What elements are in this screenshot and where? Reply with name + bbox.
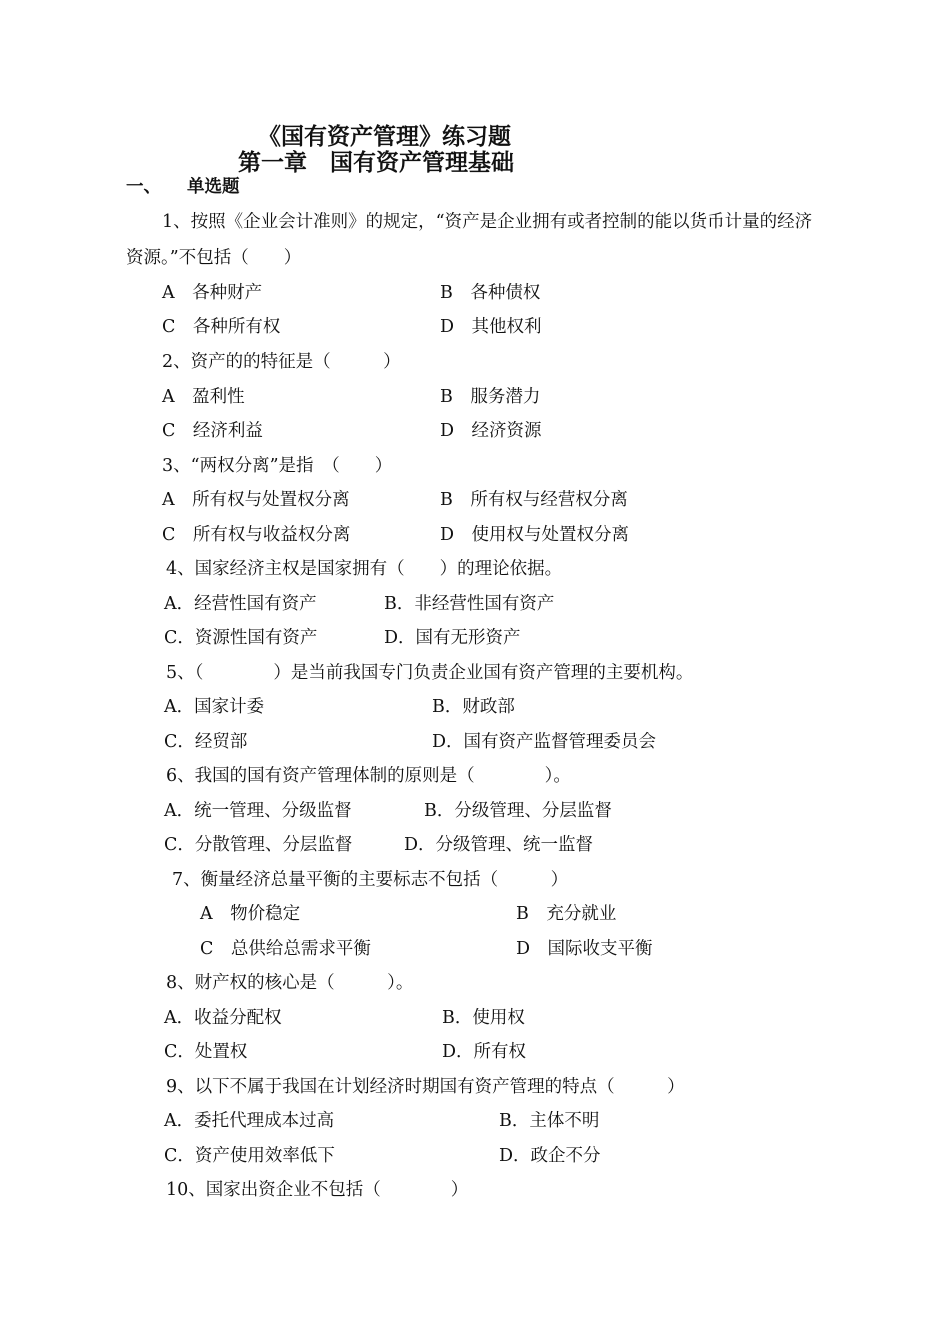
question-8-option-a: A．收益分配权 — [164, 1008, 282, 1028]
question-6-stem: 6、我国的国有资产管理体制的原则是（ ）。 — [166, 766, 571, 786]
question-2-option-b: B 服务潜力 — [440, 387, 541, 407]
question-3-option-a: A 所有权与处置权分离 — [162, 490, 350, 510]
document-title: 《国有资产管理》练习题 — [258, 123, 511, 150]
question-3-option-b: B 所有权与经营权分离 — [440, 490, 628, 510]
question-6-option-d: D．分级管理、统一监督 — [404, 835, 594, 855]
question-7-option-a: A 物价稳定 — [200, 904, 301, 924]
question-2-option-a: A 盈利性 — [162, 387, 245, 407]
chapter-title: 第一章 国有资产管理基础 — [238, 149, 514, 176]
question-7-option-b: B 充分就业 — [516, 904, 617, 924]
question-2-option-d: D 经济资源 — [440, 421, 542, 441]
question-1-option-d: D 其他权利 — [440, 317, 542, 337]
question-1-option-a: A 各种财产 — [162, 283, 263, 303]
question-2-stem: 2、资产的的特征是（ ） — [162, 352, 401, 372]
question-1-stem-cont: 资源。”不包括（ ） — [126, 248, 302, 268]
question-2-option-c: C 经济利益 — [162, 421, 263, 441]
question-1-option-b: B 各种债权 — [440, 283, 541, 303]
question-4-option-d: D．国有无形资产 — [384, 628, 521, 648]
question-4-option-c: C．资源性国有资产 — [164, 628, 318, 648]
question-7-stem: 7、衡量经济总量平衡的主要标志不包括（ ） — [172, 870, 569, 890]
question-3-option-d: D 使用权与处置权分离 — [440, 525, 630, 545]
question-8-stem: 8、财产权的核心是（ ）。 — [166, 973, 414, 993]
question-5-option-b: B．财政部 — [432, 697, 515, 717]
question-9-option-c: C．资产使用效率低下 — [164, 1146, 335, 1166]
question-5-option-a: A．国家计委 — [164, 697, 265, 717]
question-5-stem: 5、（ ）是当前我国专门负责企业国有资产管理的主要机构。 — [166, 663, 694, 683]
question-3-stem: 3、“两权分离”是指 （ ） — [162, 456, 393, 476]
question-5-option-d: D．国有资产监督管理委员会 — [432, 732, 657, 752]
question-1-stem: 1、按照《企业会计准则》的规定，“资产是企业拥有或者控制的能以货币计量的经济 — [162, 212, 813, 232]
question-9-option-a: A．委托代理成本过高 — [164, 1111, 335, 1131]
question-6-option-b: B．分级管理、分层监督 — [424, 801, 612, 821]
question-9-option-d: D．政企不分 — [499, 1146, 601, 1166]
question-8-option-b: B．使用权 — [442, 1008, 525, 1028]
question-3-option-c: C 所有权与收益权分离 — [162, 525, 351, 545]
question-1-option-c: C 各种所有权 — [162, 317, 281, 337]
question-7-option-d: D 国际收支平衡 — [516, 939, 653, 959]
question-4-stem: 4、国家经济主权是国家拥有（ ）的理论依据。 — [166, 559, 563, 579]
question-9-stem: 9、以下不属于我国在计划经济时期国有资产管理的特点（ ） — [166, 1077, 685, 1097]
section-number: 一、 — [126, 177, 161, 197]
question-8-option-c: C．处置权 — [164, 1042, 248, 1062]
question-5-option-c: C．经贸部 — [164, 732, 248, 752]
section-title: 单选题 — [187, 177, 240, 197]
question-10-stem: 10、国家出资企业不包括（ ） — [166, 1180, 469, 1200]
question-9-option-b: B．主体不明 — [499, 1111, 600, 1131]
question-8-option-d: D．所有权 — [442, 1042, 527, 1062]
question-6-option-c: C．分散管理、分层监督 — [164, 835, 353, 855]
question-7-option-c: C 总供给总需求平衡 — [200, 939, 371, 959]
question-4-option-a: A．经营性国有资产 — [164, 594, 317, 614]
question-6-option-a: A．统一管理、分级监督 — [164, 801, 352, 821]
question-4-option-b: B．非经营性国有资产 — [384, 594, 555, 614]
